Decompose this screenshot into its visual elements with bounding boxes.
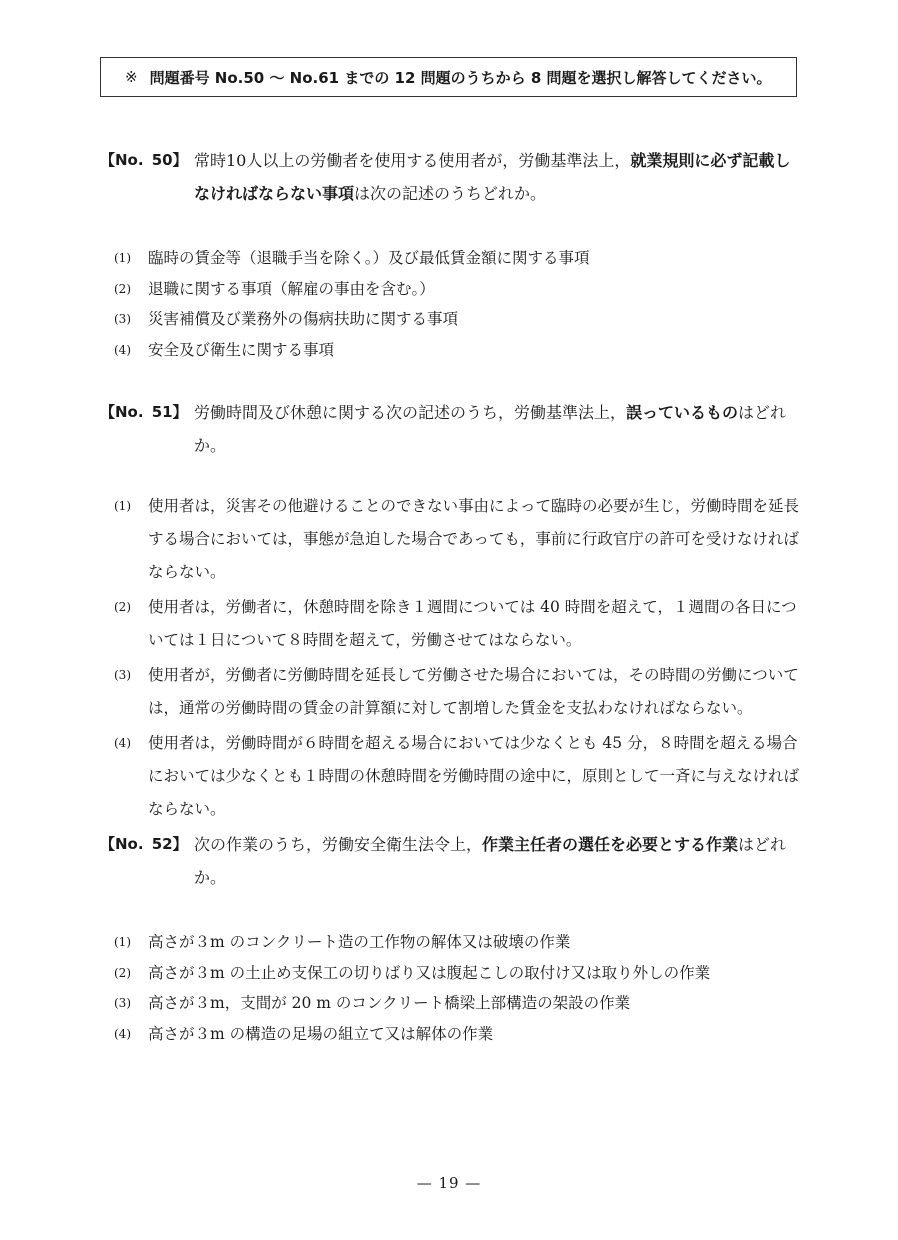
question-key-phrase: 作業主任者の選任を必要とする作業 xyxy=(482,835,739,854)
option-list xyxy=(100,490,800,826)
question-stem: 常時10人以上の労働者を使用する使用者が，労働基準法上，就業規則に必ず記載しなければならない事項は次の記述のうちどれか。 xyxy=(194,151,791,203)
option-2[interactable]: (2) 高さが３m の土止め支保工の切りばり又は腹起こしの取付け又は取り外しの作業 xyxy=(114,963,711,982)
option-4[interactable]: (4) 安全及び衛生に関する事項 xyxy=(114,340,335,359)
question-stem: 労働時間及び休憩に関する次の記述のうち，労働基準法上，誤っているものはどれか。 xyxy=(194,403,787,455)
option-list xyxy=(100,927,800,1049)
question-key-phrase: 就業規則に必ず記載しなければならない事項 xyxy=(194,151,791,203)
question-number: 【No. 51】 xyxy=(100,403,188,421)
option-list xyxy=(100,243,800,365)
option-1[interactable]: (1) 使用者は，災害その他避けることのできない事由によって臨時の必要が生じ，労働時間を延長する場合においては，事態が急迫した場合であっても，事前に行政官庁の許可を受けなければならない。 xyxy=(114,497,800,581)
question-52 xyxy=(100,828,800,1049)
option-3[interactable]: (3) 使用者が，労働者に労働時間を延長して労働させた場合においては，その時間の労働については，通常の労働時間の賃金の計算額に対して割増した賃金を支払わなければならない。 xyxy=(114,666,799,717)
option-1[interactable]: (1) 臨時の賃金等（退職手当を除く。）及び最低賃金額に関する事項 xyxy=(114,249,590,267)
question-50 xyxy=(100,144,800,365)
option-3[interactable]: (3) 災害補償及び業務外の傷病扶助に関する事項 xyxy=(114,310,459,328)
reference-mark: ※ xyxy=(125,68,138,86)
question-number: 【No. 50】 xyxy=(100,151,188,169)
page-number: — 19 — xyxy=(416,1174,482,1192)
question-header xyxy=(100,396,800,462)
question-header xyxy=(100,828,800,894)
question-header xyxy=(100,144,800,210)
option-4[interactable]: (4) 高さが３m の構造の足場の組立て又は解体の作業 xyxy=(114,1024,494,1043)
option-3[interactable]: (3) 高さが３m，支間が 20 m のコンクリート橋梁上部構造の架設の作業 xyxy=(114,994,631,1012)
option-4[interactable]: (4) 使用者は，労働時間が６時間を超える場合においては少なくとも 45 分，８時間を超える場合においては少なくとも１時間の休憩時間を労働時間の途中に，原則として一斉に与えなければならない。 xyxy=(114,734,800,818)
question-key-phrase: 誤っているもの xyxy=(626,403,739,422)
option-1[interactable]: (1) 高さが３m のコンクリート造の工作物の解体又は破壊の作業 xyxy=(114,933,571,951)
selection-notice-box xyxy=(100,57,797,97)
option-2[interactable]: (2) 退職に関する事項（解雇の事由を含む。） xyxy=(114,279,435,298)
selection-notice-text: 問題番号 No.50 〜 No.61 までの 12 問題のうちから 8 問題を選択し解答してください。 xyxy=(149,68,772,87)
option-2[interactable]: (2) 使用者は，労働者に，休憩時間を除き１週間については 40 時間を超えて，１週間の各日については１日について８時間を超えて，労働させてはならない。 xyxy=(114,598,797,649)
question-51 xyxy=(100,396,800,828)
question-stem: 次の作業のうち，労働安全衛生法令上，作業主任者の選任を必要とする作業はどれか。 xyxy=(194,835,787,887)
question-number: 【No. 52】 xyxy=(100,835,188,853)
